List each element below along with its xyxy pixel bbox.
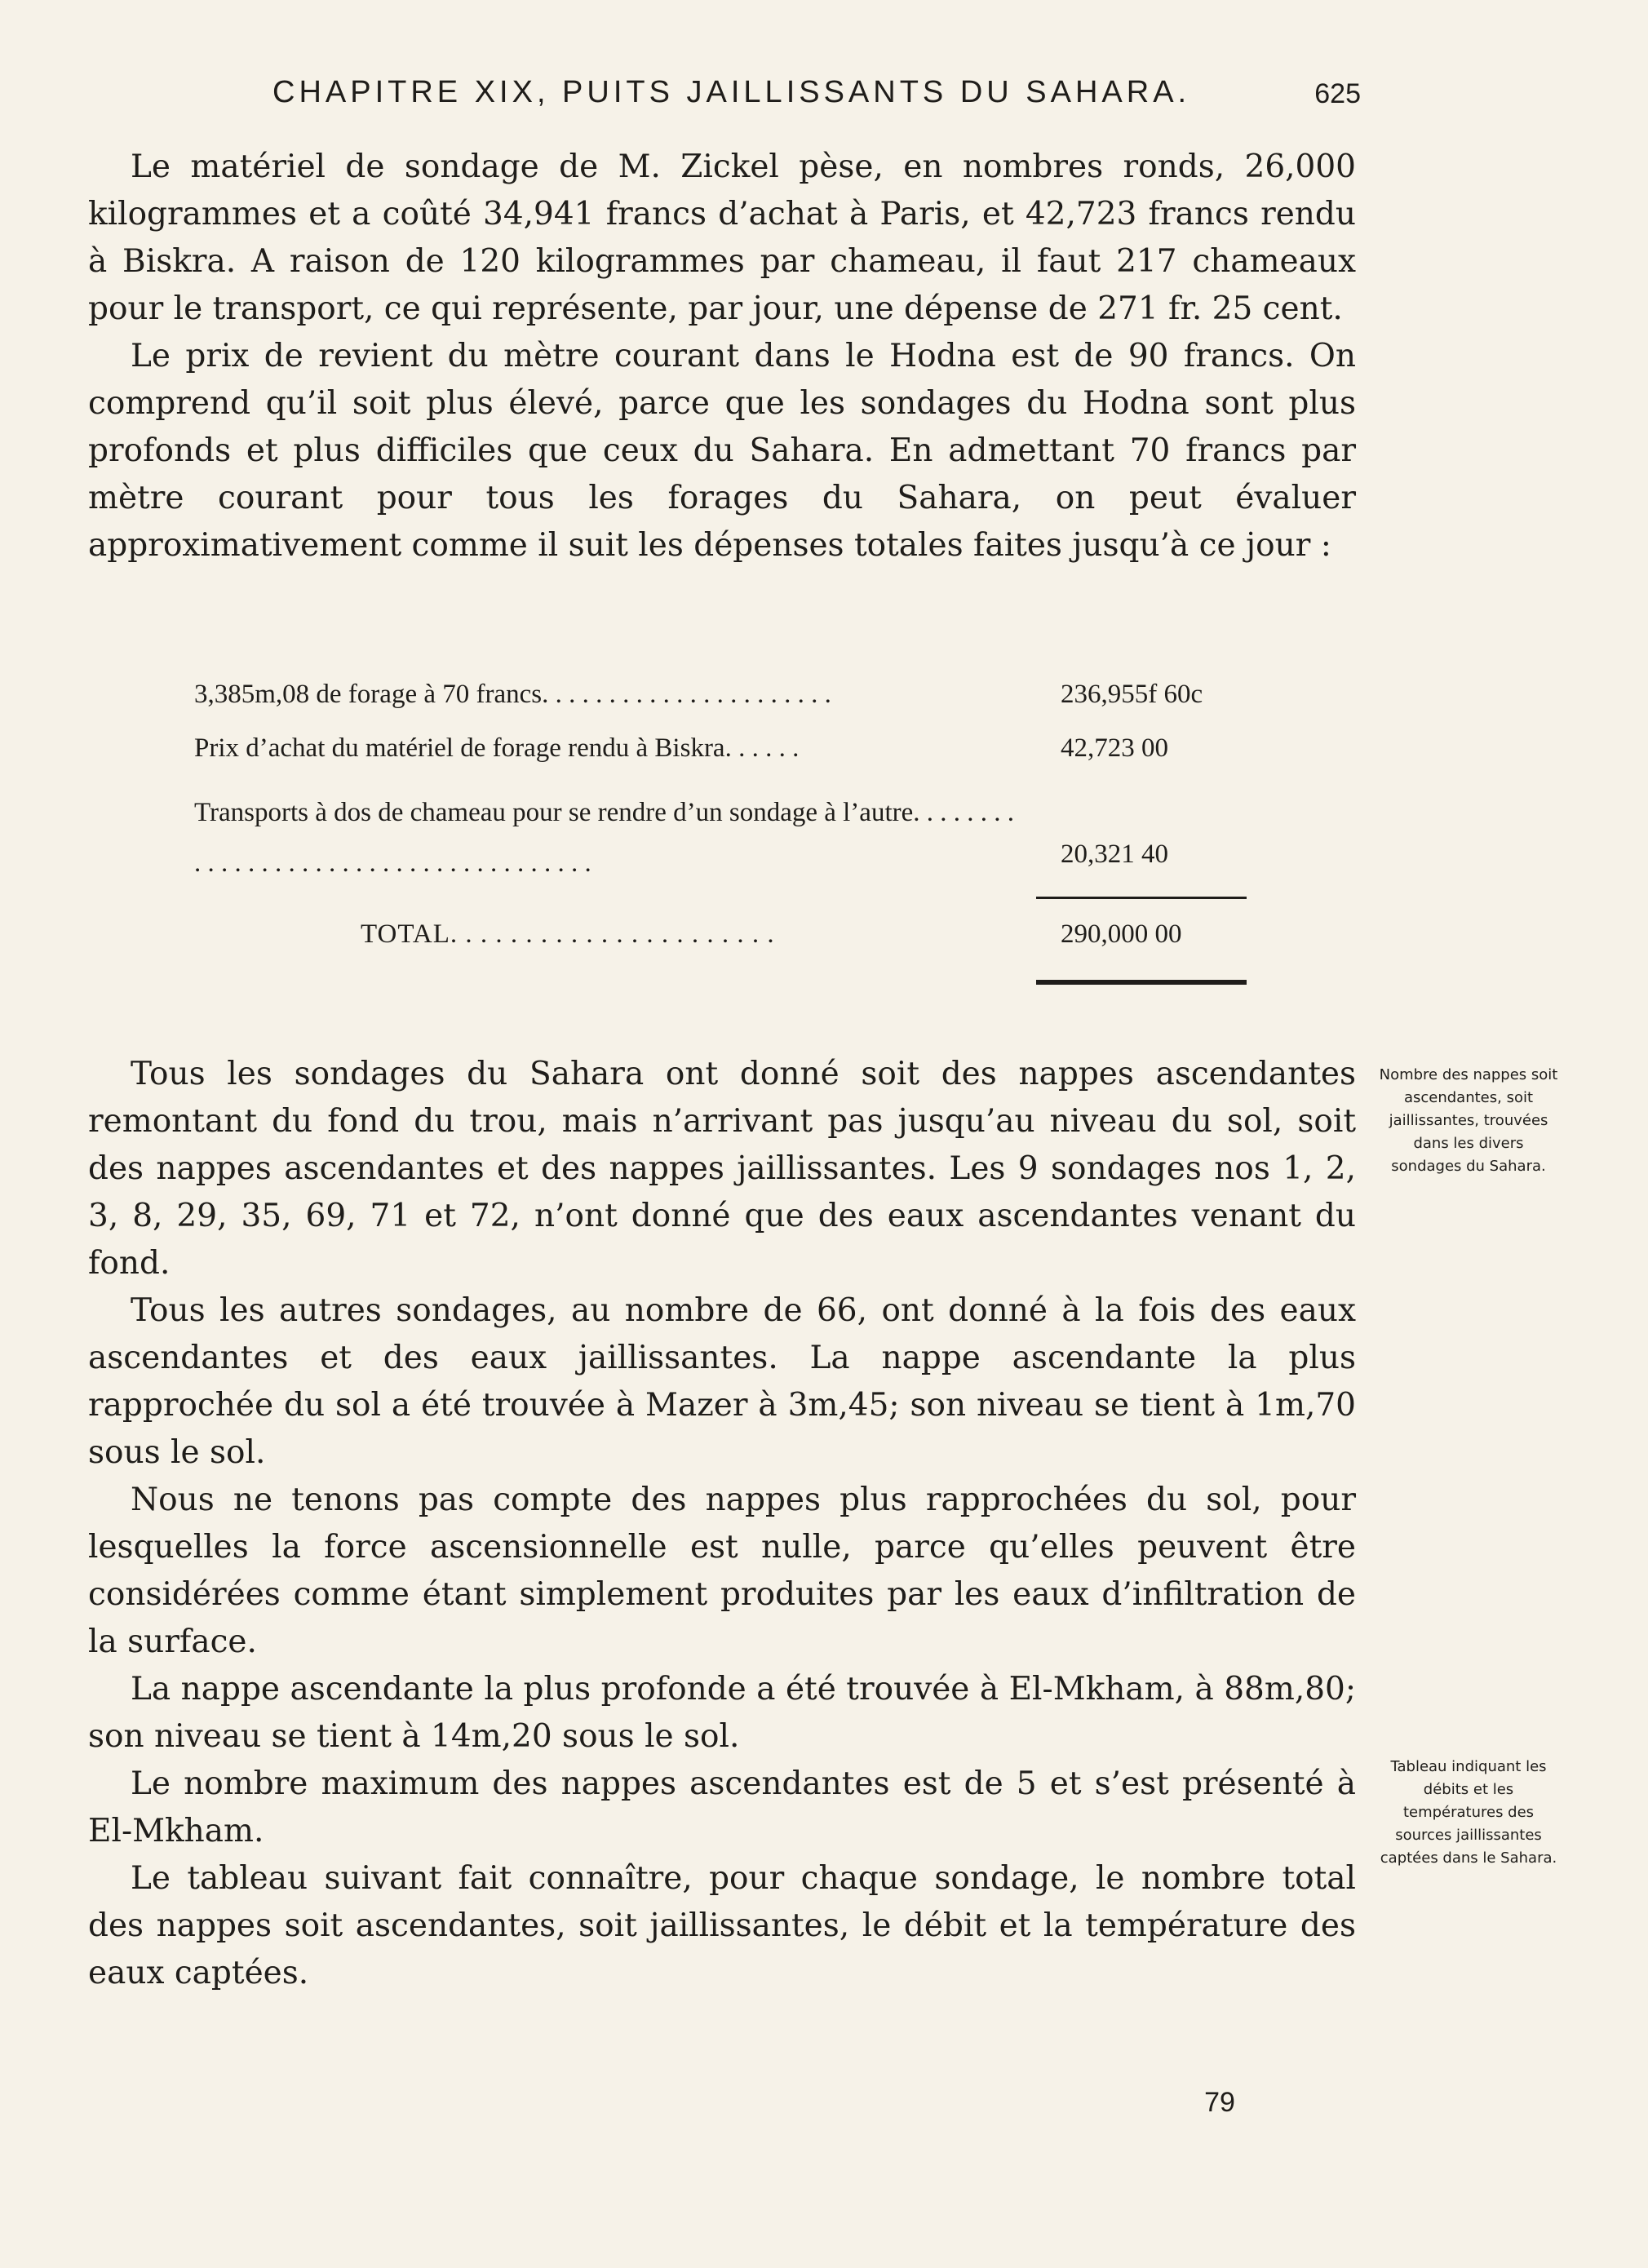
expense-row-material — [194, 733, 1255, 787]
paragraph-other-sondages: Tous les autres sondages, au nombre de 66, ont donné à la fois des eaux ascendantes et des eaux jaillissantes. La nappe ascendante la plus rapprochée du sol a été trouvée à Mazer à 3m,45; son niveau se tient à 1m,70 sous le sol. — [88, 1292, 1356, 1471]
paragraph-deepest-nappe: La nappe ascendante la plus profonde a été trouvée à El-Mkham, à 88m,80; son niveau se tient à 14m,20 sous le sol. — [88, 1671, 1356, 1755]
expense-label-drilling: 3,385m,08 de forage à 70 francs. . . . . . . . . . . . . . . . . . . . . . — [194, 680, 831, 709]
expense-total-label: TOTAL. . . . . . . . . . . . . . . . . . . . . . — [361, 919, 775, 949]
expense-row-drilling — [194, 680, 1255, 733]
page-number: 625 — [1314, 78, 1361, 109]
marginal-note-nappes: Nombre des nappes soit ascendantes, soit jaillissantes, trouvées dans les divers sondages du Sahara. — [1379, 1066, 1558, 1175]
expense-row-transport — [194, 787, 1255, 898]
expense-label-transport: Transports à dos de chameau pour se rendre d’un sondage à l’autre. . . . . . . . . . . . . . . . . . . . . . . . . . . . . . . . . . . . . . — [194, 798, 1015, 878]
paragraph-meter-costs: Le prix de revient du mètre courant dans le Hodna est de 90 francs. On comprend qu’il soit plus élevé, parce que les sondages du Hodna sont plus profonds et plus difficiles que ceux du Sahara. En admettant 70 francs par mètre courant pour tous les forages du Sahara, on peut évaluer approximativement comme il suit les dépenses totales faites jusqu’à ce jour : — [88, 338, 1356, 564]
expense-amount-material: 42,723 00 — [1061, 733, 1168, 763]
paragraph-maximum-nappes: Le nombre maximum des nappes ascendantes est de 5 et s’est présenté à El-Mkham. — [88, 1765, 1356, 1849]
running-head — [88, 75, 1361, 124]
paragraph-table-introduction: Le tableau suivant fait connaître, pour chaque sondage, le nombre total des nappes soit ascendantes, soit jaillissantes, le débit et la température des eaux captées. — [88, 1860, 1356, 1991]
expense-total-amount: 290,000 00 — [1061, 919, 1182, 949]
marginal-note-table: Tableau indiquant les débits et les températures des sources jaillissantes captées dans le Sahara. — [1380, 1758, 1557, 1867]
paragraph-near-surface: Nous ne tenons pas compte des nappes plus rapprochées du sol, pour lesquelles la force ascensionnelle est nulle, parce qu’elles peuvent être considérées comme étant simplement produites par les eaux d’infiltration de la surface. — [88, 1482, 1356, 1660]
expense-summary-table — [194, 680, 1255, 949]
paragraph-sondage-results: Tous les sondages du Sahara ont donné soit des nappes ascendantes remontant du fond du trou, mais n’arrivant pas jusqu’au niveau du sol, soit des nappes ascendantes et des nappes jaillissantes. Les 9 sondages nos 1, 2, 3, 8, 29, 35, 69, 71 et 72, n’ont donné que des eaux ascendantes venant du fond. — [88, 1056, 1356, 1282]
total-rule-top — [1036, 897, 1247, 899]
total-rule-bottom — [1036, 980, 1247, 985]
sondage-text — [88, 1051, 1356, 1997]
folio-number: 79 — [1204, 2087, 1235, 2118]
paragraph-material-costs: Le matériel de sondage de M. Zickel pèse, en nombres ronds, 26,000 kilogrammes et a coûté 34,941 francs d’achat à Paris, et 42,723 francs rendu à Biskra. A raison de 120 kilogrammes par chameau, il faut 217 chameaux pour le transport, ce qui représente, par jour, une dépense de 271 fr. 25 cent. — [88, 148, 1356, 327]
expense-label-material: Prix d’achat du matériel de forage rendu à Biskra. . . . . . — [194, 733, 800, 763]
expense-total-row — [194, 919, 1255, 968]
opening-text — [88, 144, 1356, 569]
chapter-title: CHAPITRE XIX, PUITS JAILLISSANTS DU SAHARA. — [272, 75, 1191, 109]
expense-amount-drilling: 236,955f 60c — [1061, 680, 1203, 709]
expense-amount-transport: 20,321 40 — [1061, 839, 1168, 869]
